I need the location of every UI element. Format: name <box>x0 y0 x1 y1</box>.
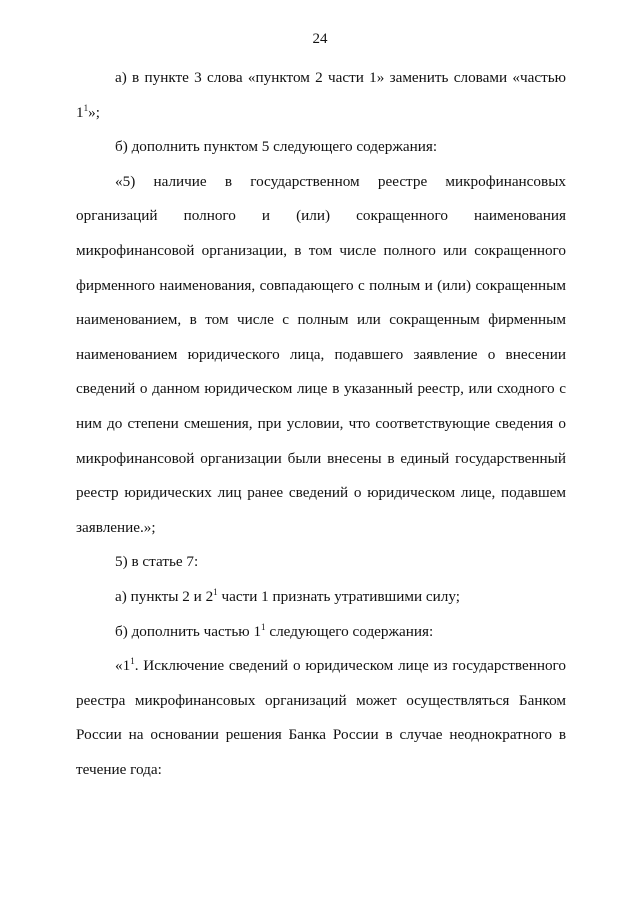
paragraph-add-part-1-1 <box>76 615 566 650</box>
paragraph-amend-point-3 <box>76 61 566 130</box>
paragraph-text: б) дополнить частью 1 <box>115 622 262 640</box>
paragraph-repeal-points <box>76 580 566 615</box>
page-number: 24 <box>312 31 328 47</box>
document-body <box>76 61 566 787</box>
superscript: 1 <box>261 621 266 632</box>
paragraph-text: . Исключение сведений о юридическом лице из государственного реестра микрофинансовых организаций может осуществляться Банком России на основании решения Банка России в случае неоднократного в течение года: <box>76 657 566 778</box>
paragraph-text: «1 <box>115 657 131 675</box>
paragraph-text: »; <box>88 103 100 121</box>
superscript: 1 <box>213 586 218 597</box>
superscript: 1 <box>130 656 135 667</box>
paragraph-article-7: 5) в статье 7: <box>115 553 199 571</box>
paragraph-text: а) пункты 2 и 2 <box>115 587 214 605</box>
paragraph-add-point-5: б) дополнить пунктом 5 следующего содержания: <box>115 138 438 156</box>
paragraph-text: а) в пункте 3 слова «пунктом 2 части 1» заменить словами «частью 1 <box>76 69 566 121</box>
paragraph-text: части 1 признать утратившими силу; <box>217 587 460 605</box>
paragraph-part-1-1-text <box>76 649 566 787</box>
superscript: 1 <box>83 102 89 113</box>
paragraph-text: следующего содержания: <box>265 622 434 640</box>
paragraph-point-5-text: «5) наличие в государственном реестре микрофинансовых организаций полного и (или) сокращенного наименования микрофинансовой организации, в том числе полного или сокращенного фирменного наименования, совпадающего с полным и (или) сокращенным наименованием, в том числе с полным или сокращенным фирменным наименованием юридического лица, подавшего заявление о внесении сведений о данном юридическом лице в указанный реестр, или сходного с ним до степени смешения, при условии, что соответствующие сведения о микрофинансовой организации были внесены в единый государственный реестр юридических лиц ранее сведений о юридическом лице, подавшем заявление.»; <box>76 172 566 536</box>
